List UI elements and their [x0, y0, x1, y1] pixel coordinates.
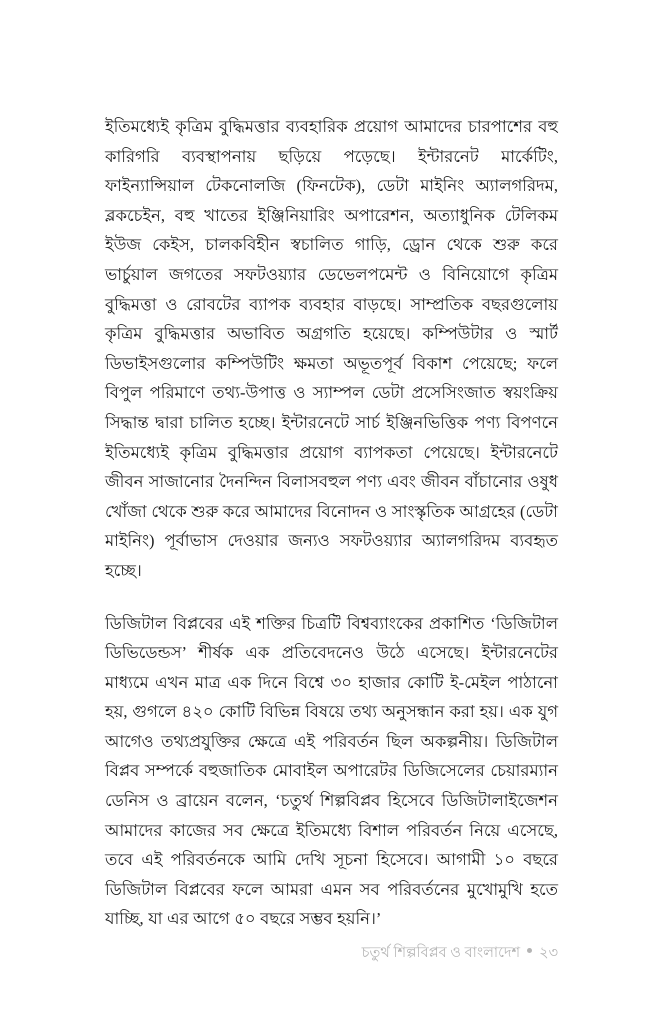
paragraph-1: ইতিমধ্যেই কৃত্রিম বুদ্ধিমত্তার ব্যবহারিক প্রয়োগ আমাদের চারপাশের বহু কারিগরি ব্যবস্থাপনায় ছড়িয়ে পড়েছে। ইন্টারনেট মার্কেটিং, ফাইন্যান্সিয়াল টেকনোলজি (ফিনটেক), ডেটা মাইনিং অ্যালগরিদম, ব্লকচেইন, বহু খাতের ইঞ্জিনিয়ারিং অপারেশন, অত্যাধুনিক টেলিকম ইউজ কেইস, চালকবিহীন স্বচালিত গাড়ি, ড্রোন থেকে শুরু করে ভার্চুয়াল জগতের সফটওয়্যার ডেভেলপমেন্ট ও বিনিয়োগে কৃত্রিম বুদ্ধিমত্তা ও রোবটের ব্যাপক ব্যবহার বাড়ছে। সাম্প্রতিক বছরগুলোয় কৃত্রিম বুদ্ধিমত্তার অভাবিত অগ্রগতি হয়েছে। কম্পিউটার ও স্মার্ট ডিভাইসগুলোর কম্পিউটিং ক্ষমতা অভূতপূর্ব বিকাশ পেয়েছে; ফলে বিপুল পরিমাণে তথ্য-উপাত্ত ও স্যাম্পল ডেটা প্রসেসিংজাত স্বয়ংক্রিয় সিদ্ধান্ত দ্বারা চালিত হচ্ছে। ইন্টারনেটে সার্চ ইঞ্জিনভিত্তিক পণ্য বিপণনে ইতিমধ্যেই কৃত্রিম বুদ্ধিমত্তার প্রয়োগ ব্যাপকতা পেয়েছে। ইন্টারনেটে জীবন সাজানোর দৈনন্দিন বিলাসবহুল পণ্য এবং জীবন বাঁচানোর ওষুধ খোঁজা থেকে শুরু করে আমাদের বিনোদন ও সাংস্কৃতিক আগ্রহের (ডেটা মাইনিং) পূর্বাভাস দেওয়ার জন্যও সফটওয়্যার অ্যালগরিদম ব্যবহৃত হচ্ছে।: [105, 117, 558, 580]
footer-book-title: চতুর্থ শিল্পবিপ্লব ও বাংলাদেশ: [361, 945, 521, 961]
bullet-separator-icon: [527, 948, 532, 953]
page-number: ২৩: [539, 945, 558, 961]
page-footer: [105, 943, 558, 963]
page-body-text: [105, 112, 558, 934]
paragraph-2: ডিজিটাল বিপ্লবের এই শক্তির চিত্রটি বিশ্বব্যাংকের প্রকাশিত ‘ডিজিটাল ডিভিডেন্ডস’ শীর্ষক এক প্রতিবেদনেও উঠে এসেছে। ইন্টারনেটের মাধ্যমে এখন মাত্র এক দিনে বিশ্বে ৩০ হাজার কোটি ই-মেইল পাঠানো হয়, গুগলে ৪২০ কোটি বিভিন্ন বিষয়ে তথ্য অনুসন্ধান করা হয়। এক যুগ আগেও তথ্যপ্রযুক্তির ক্ষেত্রে এই পরিবর্তন ছিল অকল্পনীয়। ডিজিটাল বিপ্লব সম্পর্কে বহুজাতিক মোবাইল অপারেটর ডিজিসেলের চেয়ারম্যান ডেনিস ও ব্রায়েন বলেন, ‘চতুর্থ শিল্পবিপ্লব হিসেবে ডিজিটালাইজেশন আমাদের কাজের সব ক্ষেত্রে ইতিমধ্যে বিশাল পরিবর্তন নিয়ে এসেছে, তবে এই পরিবর্তনকে আমি দেখি সূচনা হিসেবে। আগামী ১০ বছরে ডিজিটাল বিপ্লবের ফলে আমরা এমন সব পরিবর্তনের মুখোমুখি হতে যাচ্ছি, যা এর আগে ৫০ বছরে সম্ভব হয়নি।’: [105, 613, 558, 929]
